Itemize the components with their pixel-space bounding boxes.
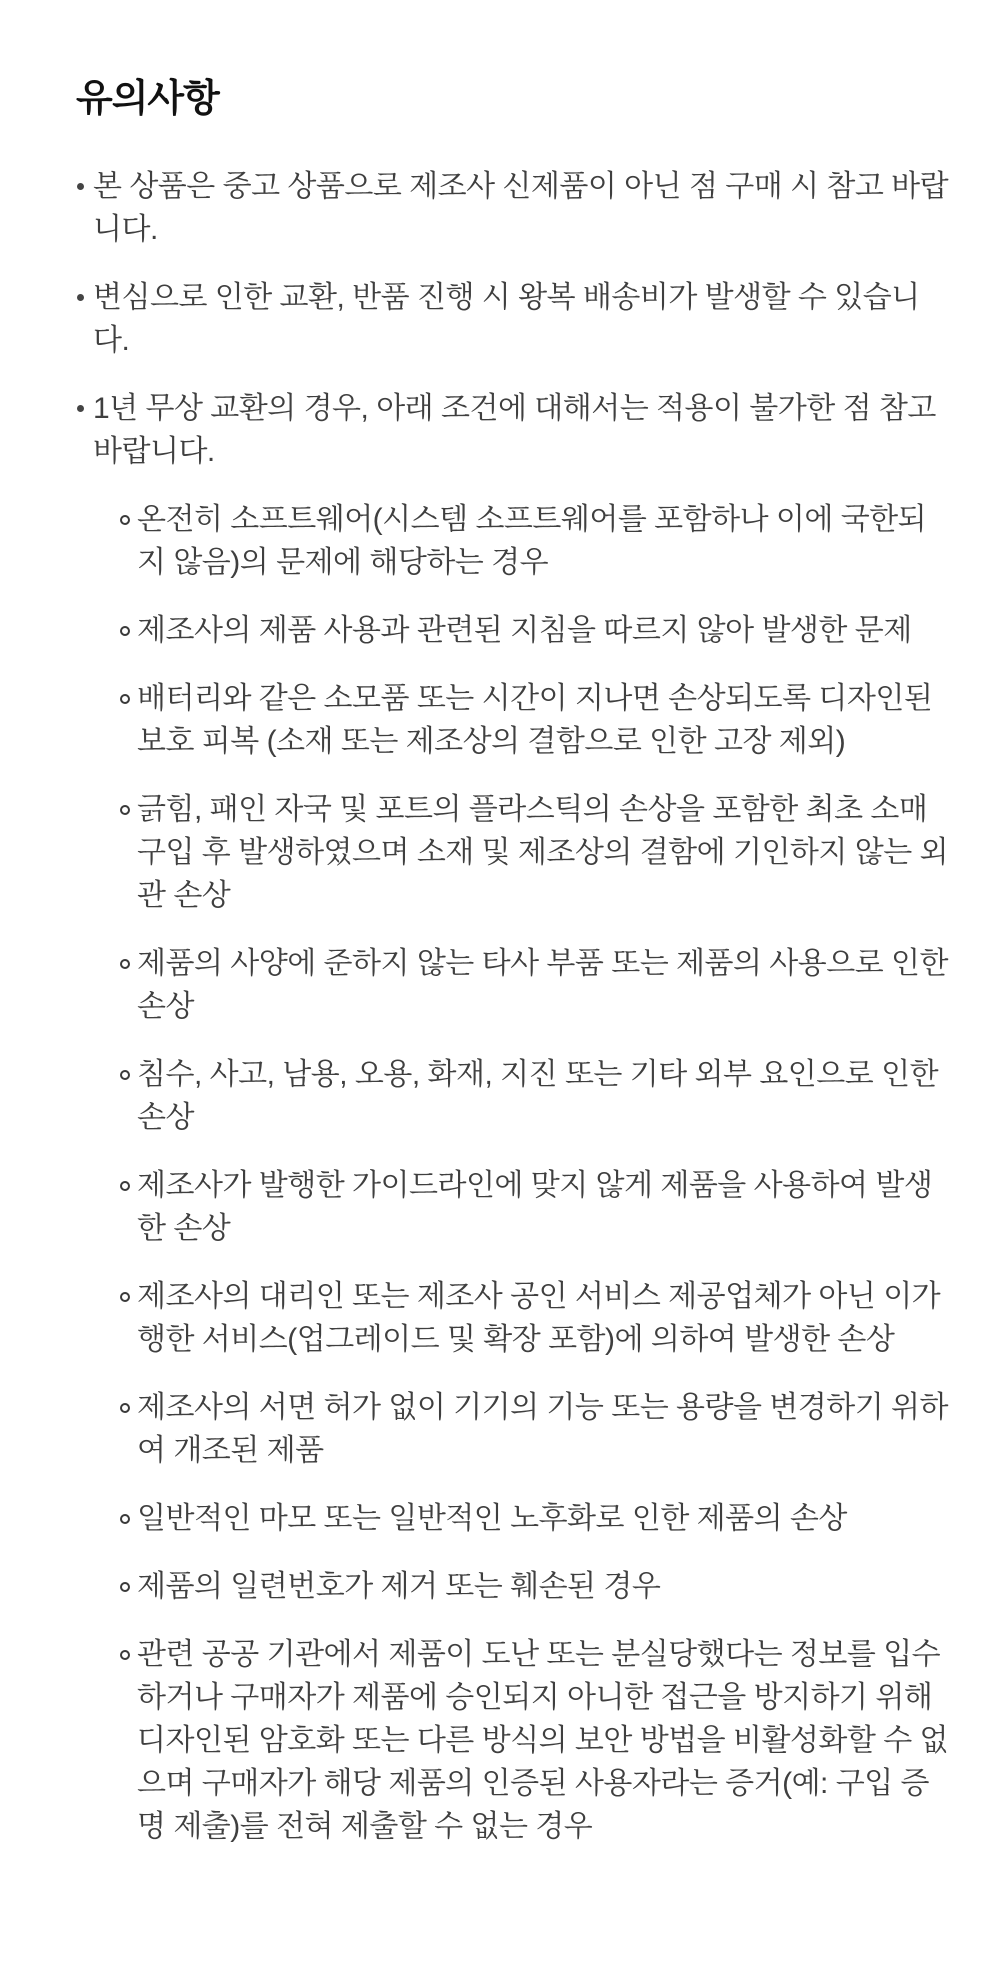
exclusion-item (93, 1053, 950, 1139)
circle-bullet-icon (120, 1582, 130, 1592)
exclusion-item-text: 침수, 사고, 남용, 오용, 화재, 지진 또는 기타 외부 요인으로 인한 손상 (137, 1058, 939, 1134)
exclusion-item-text: 긁힘, 패인 자국 및 포트의 플라스틱의 손상을 포함한 최초 소매 구입 후 발생하였으며 소재 및 제조상의 결함에 기인하지 않는 외관 손상 (137, 793, 948, 912)
exclusion-item (93, 1565, 950, 1608)
exclusion-item (93, 609, 950, 652)
exclusion-item (93, 788, 950, 917)
exclusion-item-text: 제조사의 제품 사용과 관련된 지침을 따르지 않아 발생한 문제 (137, 614, 912, 647)
notice-item-text: 본 상품은 중고 상품으로 제조사 신제품이 아닌 점 구매 시 참고 바랍니다. (93, 170, 949, 246)
section-title: 유의사항 (76, 78, 219, 120)
notice-item (76, 276, 950, 362)
notice-item (76, 387, 950, 1848)
exclusion-item-text: 제조사의 대리인 또는 제조사 공인 서비스 제공업체가 아닌 이가 행한 서비스(업그레이드 및 확장 포함)에 의하여 발생한 손상 (137, 1280, 941, 1356)
exclusion-item (93, 498, 950, 584)
notice-item (76, 165, 950, 251)
exclusion-item-text: 일반적인 마모 또는 일반적인 노후화로 인한 제품의 손상 (137, 1502, 847, 1535)
circle-bullet-icon (120, 1292, 130, 1302)
exclusion-item-text: 제조사가 발행한 가이드라인에 맞지 않게 제품을 사용하여 발생한 손상 (137, 1169, 933, 1245)
exclusion-item (93, 1275, 950, 1361)
circle-bullet-icon (120, 1403, 130, 1413)
circle-bullet-icon (120, 1514, 130, 1524)
circle-bullet-icon (120, 515, 130, 525)
notice-item-text: 1년 무상 교환의 경우, 아래 조건에 대해서는 적용이 불가한 점 참고 바랍니다. (93, 392, 936, 468)
exclusion-item-text: 온전히 소프트웨어(시스템 소프트웨어를 포함하나 이에 국한되지 않음)의 문제에 해당하는 경우 (137, 503, 927, 579)
exclusion-item (93, 1497, 950, 1540)
exclusion-item-text: 관련 공공 기관에서 제품이 도난 또는 분실당했다는 정보를 입수하거나 구매자가 제품에 승인되지 아니한 접근을 방지하기 위해 디자인된 암호화 또는 다른 방식의 보안 방법을 비활성화할 수 없으며 구매자가 해당 제품의 인증된 사용자라는 증거(예: 구입 증명 제출)를 전혀 제출할 수 없는 경우 (137, 1638, 948, 1843)
dot-bullet-icon (77, 294, 84, 301)
circle-bullet-icon (120, 694, 130, 704)
exclusion-item (93, 1633, 950, 1848)
circle-bullet-icon (120, 1181, 130, 1191)
exclusion-item (93, 942, 950, 1028)
circle-bullet-icon (120, 805, 130, 815)
dot-bullet-icon (77, 183, 84, 190)
exclusion-item (93, 677, 950, 763)
exclusion-item-text: 제품의 일련번호가 제거 또는 훼손된 경우 (137, 1570, 661, 1603)
exclusion-item-text: 제품의 사양에 준하지 않는 타사 부품 또는 제품의 사용으로 인한 손상 (137, 947, 948, 1023)
circle-bullet-icon (120, 1070, 130, 1080)
circle-bullet-icon (120, 626, 130, 636)
exclusion-item (93, 1164, 950, 1250)
circle-bullet-icon (120, 1650, 130, 1660)
dot-bullet-icon (77, 405, 84, 412)
circle-bullet-icon (120, 959, 130, 969)
exclusion-item-text: 배터리와 같은 소모품 또는 시간이 지나면 손상되도록 디자인된 보호 피복 (소재 또는 제조상의 결함으로 인한 고장 제외) (137, 682, 933, 758)
exclusion-list (93, 498, 950, 1848)
notice-list (76, 165, 950, 1848)
exclusion-item (93, 1386, 950, 1472)
exclusion-item-text: 제조사의 서면 허가 없이 기기의 기능 또는 용량을 변경하기 위하여 개조된 제품 (137, 1391, 948, 1467)
notice-item-text: 변심으로 인한 교환, 반품 진행 시 왕복 배송비가 발생할 수 있습니다. (93, 281, 920, 357)
